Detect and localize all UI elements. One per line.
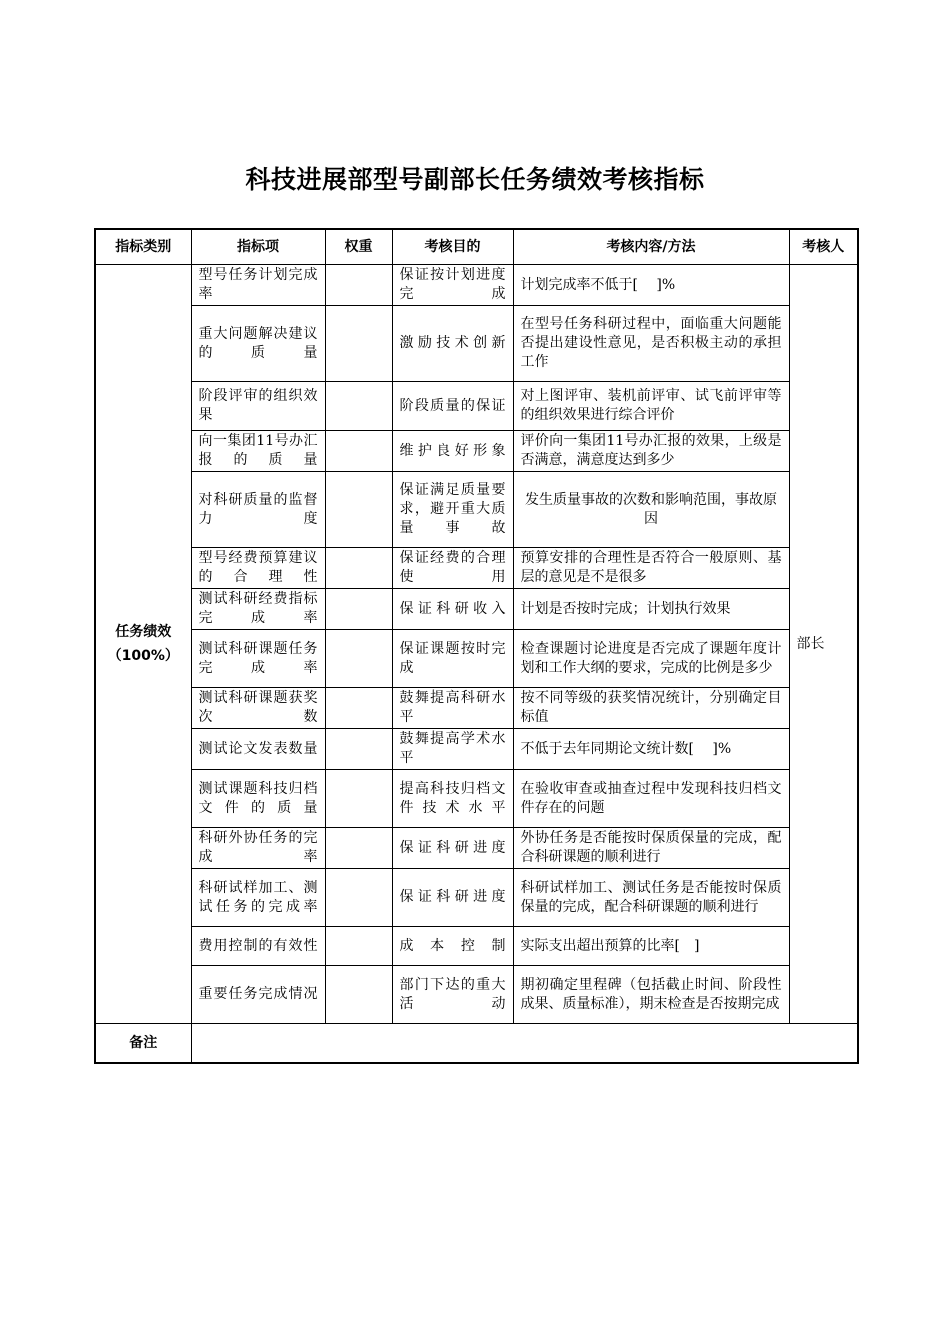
indicator-method: 不低于去年同期论文统计数[ ]%: [513, 729, 789, 770]
reviewer-cell: 部长: [789, 265, 858, 1024]
table-row: [95, 382, 858, 431]
indicator-item: 重大问题解决建议的质量: [191, 306, 325, 382]
indicator-item: 测试科研经费指标完成率: [191, 589, 325, 630]
header-item: 指标项: [191, 229, 325, 265]
indicator-item: 向一集团11号办汇报的质量: [191, 431, 325, 472]
header-weight: 权重: [325, 229, 392, 265]
indicator-item: 测试科研课题获奖次数: [191, 688, 325, 729]
table-row: [95, 431, 858, 472]
indicator-purpose: 提高科技归档文件技术水平: [392, 770, 513, 828]
table-row: [95, 589, 858, 630]
indicator-weight: [325, 265, 392, 306]
indicator-item: 费用控制的有效性: [191, 927, 325, 966]
indicator-weight: [325, 927, 392, 966]
remark-label: 备注: [95, 1024, 191, 1064]
indicator-method: 计划是否按时完成；计划执行效果: [513, 589, 789, 630]
category-name: 任务绩效: [115, 624, 172, 640]
table-row: [95, 770, 858, 828]
indicator-method: 发生质量事故的次数和影响范围，事故原因: [513, 472, 789, 548]
indicator-method: 在验收审查或抽查过程中发现科技归档文件存在的问题: [513, 770, 789, 828]
table-row: [95, 828, 858, 869]
table-row: [95, 729, 858, 770]
indicator-method: 预算安排的合理性是否符合一般原则、基层的意见是不是很多: [513, 548, 789, 589]
indicator-purpose: 维护良好形象: [392, 431, 513, 472]
category-percent: （100%）: [107, 648, 179, 664]
indicator-purpose: 成本控制: [392, 927, 513, 966]
table-row: [95, 472, 858, 548]
table-row: [95, 869, 858, 927]
indicator-method: 在型号任务科研过程中，面临重大问题能否提出建设性意见，是否积极主动的承担工作: [513, 306, 789, 382]
indicator-weight: [325, 431, 392, 472]
indicator-purpose: 保证科研收入: [392, 589, 513, 630]
header-row: [95, 229, 858, 265]
indicator-purpose: 保证经费的合理使用: [392, 548, 513, 589]
indicator-item: 科研试样加工、测试任务的完成率: [191, 869, 325, 927]
page-title: 科技进展部型号副部长任务绩效考核指标: [245, 165, 705, 194]
indicator-weight: [325, 729, 392, 770]
kpi-body: [95, 265, 858, 1024]
indicator-purpose: 保证按计划进度完成: [392, 265, 513, 306]
indicator-method: 检查课题讨论进度是否完成了课题年度计划和工作大纲的要求，完成的比例是多少: [513, 630, 789, 688]
indicator-method: 计划完成率不低于[ ]%: [513, 265, 789, 306]
indicator-method: 评价向一集团11号办汇报的效果，上级是否满意，满意度达到多少: [513, 431, 789, 472]
indicator-weight: [325, 382, 392, 431]
indicator-method: 科研试样加工、测试任务是否能按时保质保量的完成，配合科研课题的顺利进行: [513, 869, 789, 927]
indicator-method: 对上图评审、装机前评审、试飞前评审等的组织效果进行综合评价: [513, 382, 789, 431]
table-row: [95, 630, 858, 688]
indicator-purpose: 部门下达的重大活动: [392, 966, 513, 1024]
indicator-purpose: 鼓舞提高科研水平: [392, 688, 513, 729]
indicator-item: 型号经费预算建议的合理性: [191, 548, 325, 589]
indicator-weight: [325, 770, 392, 828]
table-row: [95, 927, 858, 966]
indicator-item: 重要任务完成情况: [191, 966, 325, 1024]
header-category: 指标类别: [95, 229, 191, 265]
indicator-item: 科研外协任务的完成率: [191, 828, 325, 869]
indicator-item: 阶段评审的组织效果: [191, 382, 325, 431]
indicator-weight: [325, 828, 392, 869]
table-row: [95, 688, 858, 729]
indicator-item: 测试科研课题任务完成率: [191, 630, 325, 688]
indicator-weight: [325, 548, 392, 589]
indicator-weight: [325, 869, 392, 927]
category-cell: [95, 265, 191, 1024]
indicator-weight: [325, 306, 392, 382]
indicator-item: 测试课题科技归档文件的质量: [191, 770, 325, 828]
indicator-method: 按不同等级的获奖情况统计，分别确定目标值: [513, 688, 789, 729]
indicator-purpose: 阶段质量的保证: [392, 382, 513, 431]
indicator-method: 外协任务是否能按时保质保量的完成，配合科研课题的顺利进行: [513, 828, 789, 869]
indicator-purpose: 保证课题按时完成: [392, 630, 513, 688]
remark-row: [95, 1024, 858, 1064]
indicator-weight: [325, 688, 392, 729]
table-row: [95, 966, 858, 1024]
indicator-method: 实际支出超出预算的比率[ ]: [513, 927, 789, 966]
indicator-purpose: 保证满足质量要求，避开重大质量事故: [392, 472, 513, 548]
indicator-purpose: 保证科研进度: [392, 869, 513, 927]
table-row: [95, 265, 858, 306]
indicator-item: 对科研质量的监督力度: [191, 472, 325, 548]
indicator-purpose: 鼓舞提高学术水平: [392, 729, 513, 770]
indicator-method: 期初确定里程碑（包括截止时间、阶段性成果、质量标准），期末检查是否按期完成: [513, 966, 789, 1024]
kpi-table: [94, 228, 859, 1064]
indicator-weight: [325, 472, 392, 548]
indicator-item: 型号任务计划完成率: [191, 265, 325, 306]
header-method: 考核内容/方法: [513, 229, 789, 265]
remark-value: [191, 1024, 858, 1064]
header-reviewer: 考核人: [789, 229, 858, 265]
indicator-weight: [325, 966, 392, 1024]
table-row: [95, 306, 858, 382]
indicator-purpose: 激励技术创新: [392, 306, 513, 382]
indicator-item: 测试论文发表数量: [191, 729, 325, 770]
header-purpose: 考核目的: [392, 229, 513, 265]
table-row: [95, 548, 858, 589]
indicator-purpose: 保证科研进度: [392, 828, 513, 869]
indicator-weight: [325, 589, 392, 630]
indicator-weight: [325, 630, 392, 688]
